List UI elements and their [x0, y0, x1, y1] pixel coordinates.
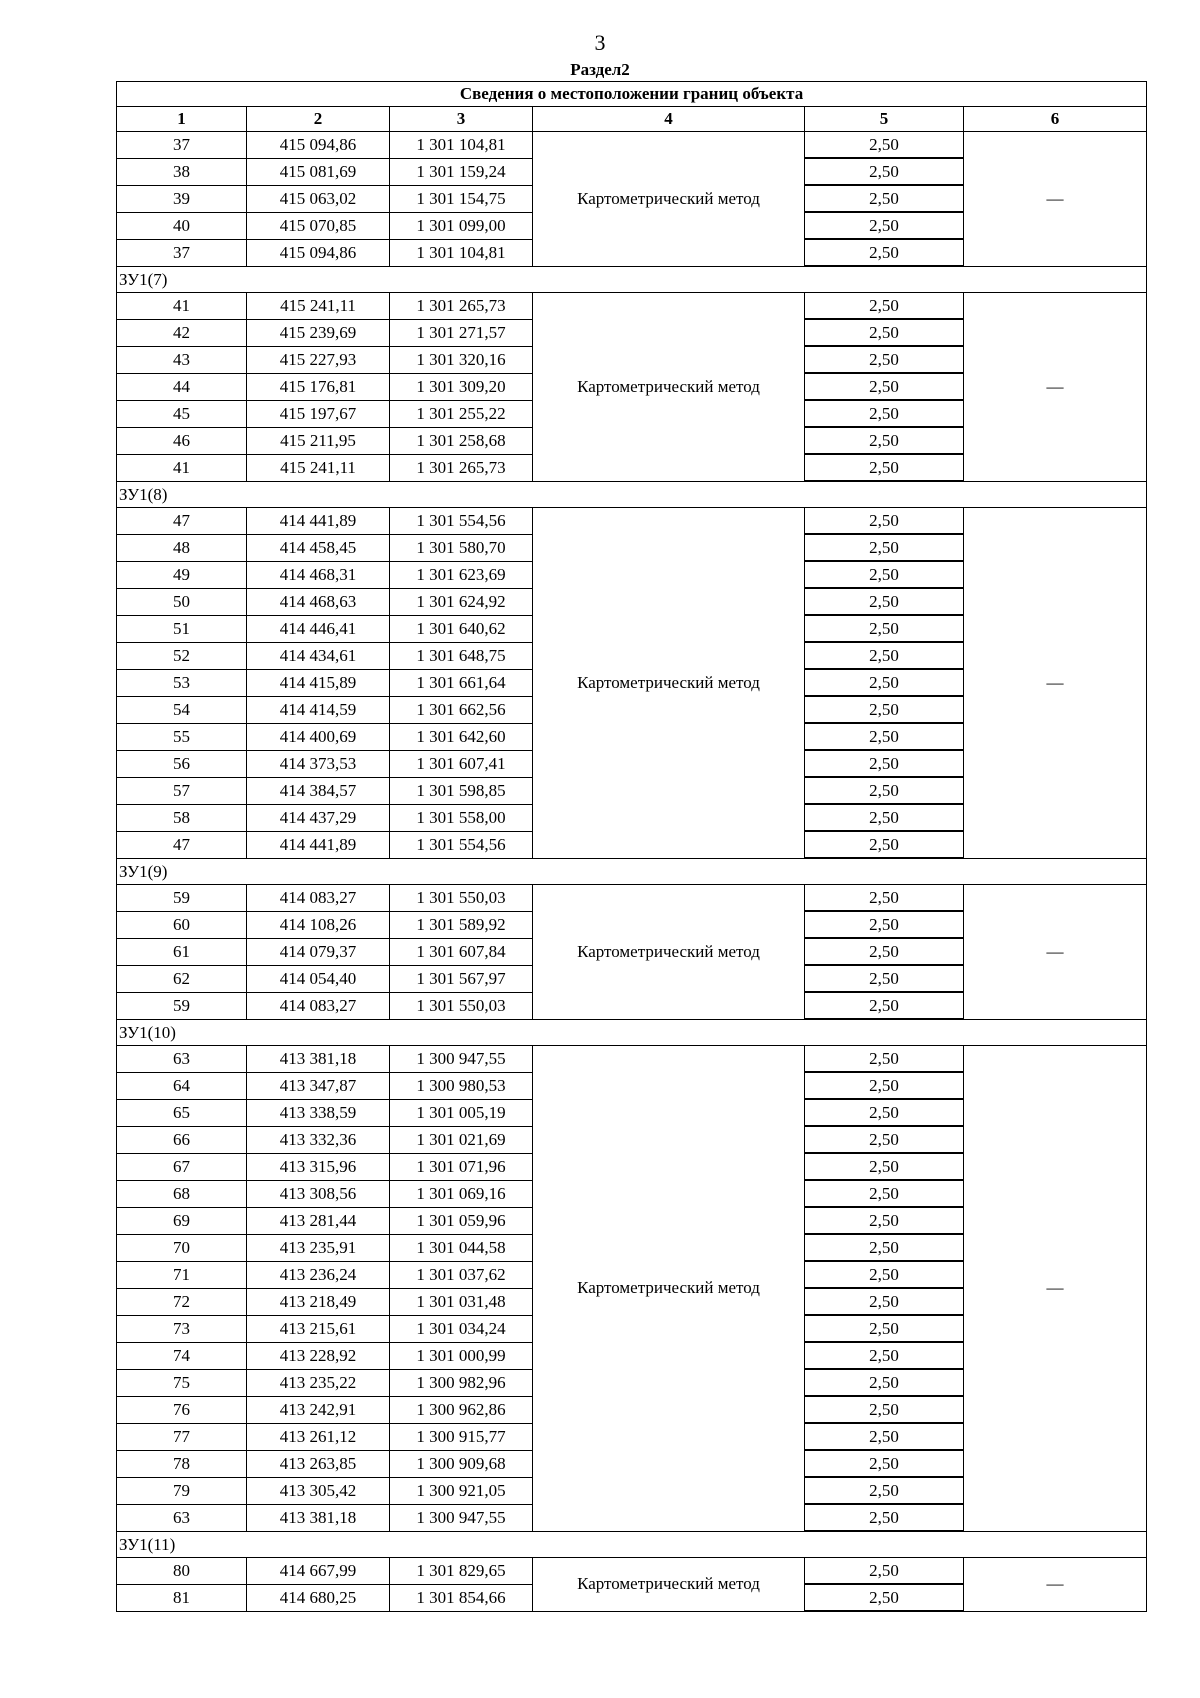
point-number-cell: 38 [117, 158, 247, 185]
group-label: ЗУ1(10) [117, 1019, 1147, 1046]
note-cell: — [964, 508, 1147, 859]
note-cell: — [964, 1558, 1147, 1612]
y-coordinate-cell: 1 301 159,24 [390, 158, 533, 185]
x-coordinate-cell: 415 197,67 [247, 400, 390, 427]
x-coordinate-cell: 413 332,36 [247, 1126, 390, 1153]
table-row [117, 293, 1147, 320]
x-coordinate-cell: 414 446,41 [247, 615, 390, 642]
y-coordinate-cell: 1 301 265,73 [390, 454, 533, 481]
point-number-cell: 75 [117, 1369, 247, 1396]
x-coordinate-cell: 413 242,91 [247, 1396, 390, 1423]
x-coordinate-cell: 415 063,02 [247, 185, 390, 212]
accuracy-cell: 2,50 [805, 885, 964, 912]
accuracy-cell: 2,50 [805, 723, 964, 750]
point-number-cell: 71 [117, 1261, 247, 1288]
accuracy-cell: 2,50 [805, 911, 964, 938]
method-cell: Картометрический метод [533, 885, 805, 1020]
y-coordinate-cell: 1 301 069,16 [390, 1180, 533, 1207]
point-number-cell: 66 [117, 1126, 247, 1153]
point-number-cell: 64 [117, 1072, 247, 1099]
point-number-cell: 73 [117, 1315, 247, 1342]
point-number-cell: 65 [117, 1099, 247, 1126]
accuracy-cell: 2,50 [805, 454, 964, 481]
y-coordinate-cell: 1 301 258,68 [390, 427, 533, 454]
table-row [117, 508, 1147, 535]
point-number-cell: 37 [117, 239, 247, 266]
y-coordinate-cell: 1 301 265,73 [390, 293, 533, 320]
accuracy-cell: 2,50 [805, 1234, 964, 1261]
point-number-cell: 39 [117, 185, 247, 212]
y-coordinate-cell: 1 301 640,62 [390, 615, 533, 642]
table-row [117, 1558, 1147, 1585]
x-coordinate-cell: 415 176,81 [247, 373, 390, 400]
accuracy-cell: 2,50 [805, 1207, 964, 1234]
point-number-cell: 57 [117, 777, 247, 804]
x-coordinate-cell: 413 235,22 [247, 1369, 390, 1396]
y-coordinate-cell: 1 301 000,99 [390, 1342, 533, 1369]
y-coordinate-cell: 1 300 980,53 [390, 1072, 533, 1099]
y-coordinate-cell: 1 301 044,58 [390, 1234, 533, 1261]
x-coordinate-cell: 414 434,61 [247, 642, 390, 669]
y-coordinate-cell: 1 301 558,00 [390, 804, 533, 831]
group-label-row [117, 1019, 1147, 1046]
accuracy-cell: 2,50 [805, 1369, 964, 1396]
accuracy-cell: 2,50 [805, 588, 964, 615]
point-number-cell: 41 [117, 454, 247, 481]
table-header [117, 82, 1147, 132]
accuracy-cell: 2,50 [805, 992, 964, 1019]
accuracy-cell: 2,50 [805, 158, 964, 185]
y-coordinate-cell: 1 300 921,05 [390, 1477, 533, 1504]
group-label: ЗУ1(7) [117, 266, 1147, 293]
column-number: 4 [533, 107, 805, 132]
point-number-cell: 56 [117, 750, 247, 777]
x-coordinate-cell: 414 667,99 [247, 1558, 390, 1585]
table-caption-row [117, 82, 1147, 107]
accuracy-cell: 2,50 [805, 1126, 964, 1153]
y-coordinate-cell: 1 300 947,55 [390, 1504, 533, 1531]
accuracy-cell: 2,50 [805, 427, 964, 454]
y-coordinate-cell: 1 301 567,97 [390, 965, 533, 992]
x-coordinate-cell: 414 468,63 [247, 588, 390, 615]
x-coordinate-cell: 415 227,93 [247, 346, 390, 373]
x-coordinate-cell: 414 680,25 [247, 1584, 390, 1611]
y-coordinate-cell: 1 301 607,84 [390, 938, 533, 965]
method-cell: Картометрический метод [533, 508, 805, 859]
accuracy-cell: 2,50 [805, 508, 964, 535]
accuracy-cell: 2,50 [805, 373, 964, 400]
x-coordinate-cell: 414 054,40 [247, 965, 390, 992]
table-caption: Сведения о местоположении границ объекта [117, 82, 1147, 107]
point-number-cell: 47 [117, 508, 247, 535]
y-coordinate-cell: 1 301 661,64 [390, 669, 533, 696]
accuracy-cell: 2,50 [805, 1396, 964, 1423]
y-coordinate-cell: 1 301 580,70 [390, 534, 533, 561]
column-number: 3 [390, 107, 533, 132]
accuracy-cell: 2,50 [805, 1477, 964, 1504]
y-coordinate-cell: 1 300 962,86 [390, 1396, 533, 1423]
x-coordinate-cell: 414 083,27 [247, 992, 390, 1019]
y-coordinate-cell: 1 301 623,69 [390, 561, 533, 588]
accuracy-cell: 2,50 [805, 1180, 964, 1207]
column-number: 5 [805, 107, 964, 132]
accuracy-cell: 2,50 [805, 1423, 964, 1450]
x-coordinate-cell: 413 218,49 [247, 1288, 390, 1315]
accuracy-cell: 2,50 [805, 132, 964, 159]
table-row [117, 1046, 1147, 1073]
x-coordinate-cell: 413 381,18 [247, 1046, 390, 1073]
accuracy-cell: 2,50 [805, 1288, 964, 1315]
x-coordinate-cell: 413 315,96 [247, 1153, 390, 1180]
y-coordinate-cell: 1 301 624,92 [390, 588, 533, 615]
accuracy-cell: 2,50 [805, 642, 964, 669]
accuracy-cell: 2,50 [805, 804, 964, 831]
x-coordinate-cell: 413 338,59 [247, 1099, 390, 1126]
y-coordinate-cell: 1 300 915,77 [390, 1423, 533, 1450]
boundary-coordinates-table [116, 81, 1147, 1612]
group-label: ЗУ1(8) [117, 481, 1147, 508]
x-coordinate-cell: 415 211,95 [247, 427, 390, 454]
accuracy-cell: 2,50 [805, 212, 964, 239]
y-coordinate-cell: 1 301 554,56 [390, 508, 533, 535]
point-number-cell: 79 [117, 1477, 247, 1504]
point-number-cell: 47 [117, 831, 247, 858]
accuracy-cell: 2,50 [805, 615, 964, 642]
accuracy-cell: 2,50 [805, 319, 964, 346]
point-number-cell: 37 [117, 132, 247, 159]
point-number-cell: 76 [117, 1396, 247, 1423]
point-number-cell: 61 [117, 938, 247, 965]
y-coordinate-cell: 1 301 598,85 [390, 777, 533, 804]
note-cell: — [964, 1046, 1147, 1532]
y-coordinate-cell: 1 301 099,00 [390, 212, 533, 239]
accuracy-cell: 2,50 [805, 185, 964, 212]
x-coordinate-cell: 414 441,89 [247, 508, 390, 535]
table-row [117, 132, 1147, 159]
y-coordinate-cell: 1 301 829,65 [390, 1558, 533, 1585]
method-cell: Картометрический метод [533, 1046, 805, 1532]
group-label: ЗУ1(9) [117, 858, 1147, 885]
point-number-cell: 72 [117, 1288, 247, 1315]
y-coordinate-cell: 1 300 947,55 [390, 1046, 533, 1073]
point-number-cell: 70 [117, 1234, 247, 1261]
accuracy-cell: 2,50 [805, 1584, 964, 1611]
accuracy-cell: 2,50 [805, 669, 964, 696]
point-number-cell: 52 [117, 642, 247, 669]
accuracy-cell: 2,50 [805, 534, 964, 561]
x-coordinate-cell: 414 400,69 [247, 723, 390, 750]
x-coordinate-cell: 414 384,57 [247, 777, 390, 804]
y-coordinate-cell: 1 301 662,56 [390, 696, 533, 723]
point-number-cell: 59 [117, 992, 247, 1019]
point-number-cell: 51 [117, 615, 247, 642]
y-coordinate-cell: 1 301 021,69 [390, 1126, 533, 1153]
y-coordinate-cell: 1 301 854,66 [390, 1584, 533, 1611]
x-coordinate-cell: 413 305,42 [247, 1477, 390, 1504]
accuracy-cell: 2,50 [805, 938, 964, 965]
accuracy-cell: 2,50 [805, 696, 964, 723]
y-coordinate-cell: 1 301 037,62 [390, 1261, 533, 1288]
note-cell: — [964, 132, 1147, 267]
accuracy-cell: 2,50 [805, 1099, 964, 1126]
point-number-cell: 59 [117, 885, 247, 912]
accuracy-cell: 2,50 [805, 1558, 964, 1585]
note-cell: — [964, 293, 1147, 482]
table-body [117, 132, 1147, 1612]
y-coordinate-cell: 1 301 104,81 [390, 239, 533, 266]
point-number-cell: 69 [117, 1207, 247, 1234]
accuracy-cell: 2,50 [805, 1261, 964, 1288]
y-coordinate-cell: 1 301 589,92 [390, 911, 533, 938]
point-number-cell: 58 [117, 804, 247, 831]
accuracy-cell: 2,50 [805, 1504, 964, 1531]
accuracy-cell: 2,50 [805, 561, 964, 588]
point-number-cell: 49 [117, 561, 247, 588]
point-number-cell: 63 [117, 1504, 247, 1531]
y-coordinate-cell: 1 301 320,16 [390, 346, 533, 373]
column-number: 2 [247, 107, 390, 132]
point-number-cell: 63 [117, 1046, 247, 1073]
column-number: 6 [964, 107, 1147, 132]
accuracy-cell: 2,50 [805, 750, 964, 777]
method-cell: Картометрический метод [533, 132, 805, 267]
group-label-row [117, 858, 1147, 885]
accuracy-cell: 2,50 [805, 400, 964, 427]
y-coordinate-cell: 1 301 648,75 [390, 642, 533, 669]
y-coordinate-cell: 1 301 154,75 [390, 185, 533, 212]
point-number-cell: 46 [117, 427, 247, 454]
y-coordinate-cell: 1 301 255,22 [390, 400, 533, 427]
y-coordinate-cell: 1 301 607,41 [390, 750, 533, 777]
x-coordinate-cell: 414 441,89 [247, 831, 390, 858]
y-coordinate-cell: 1 301 309,20 [390, 373, 533, 400]
point-number-cell: 40 [117, 212, 247, 239]
x-coordinate-cell: 413 261,12 [247, 1423, 390, 1450]
y-coordinate-cell: 1 301 034,24 [390, 1315, 533, 1342]
y-coordinate-cell: 1 300 909,68 [390, 1450, 533, 1477]
point-number-cell: 54 [117, 696, 247, 723]
point-number-cell: 43 [117, 346, 247, 373]
x-coordinate-cell: 414 437,29 [247, 804, 390, 831]
point-number-cell: 68 [117, 1180, 247, 1207]
y-coordinate-cell: 1 301 642,60 [390, 723, 533, 750]
x-coordinate-cell: 415 081,69 [247, 158, 390, 185]
point-number-cell: 74 [117, 1342, 247, 1369]
point-number-cell: 45 [117, 400, 247, 427]
accuracy-cell: 2,50 [805, 1072, 964, 1099]
page-number: 3 [594, 30, 606, 55]
x-coordinate-cell: 413 281,44 [247, 1207, 390, 1234]
accuracy-cell: 2,50 [805, 965, 964, 992]
accuracy-cell: 2,50 [805, 1342, 964, 1369]
y-coordinate-cell: 1 301 271,57 [390, 319, 533, 346]
point-number-cell: 42 [117, 319, 247, 346]
x-coordinate-cell: 413 235,91 [247, 1234, 390, 1261]
accuracy-cell: 2,50 [805, 777, 964, 804]
accuracy-cell: 2,50 [805, 346, 964, 373]
accuracy-cell: 2,50 [805, 239, 964, 266]
point-number-cell: 50 [117, 588, 247, 615]
y-coordinate-cell: 1 301 071,96 [390, 1153, 533, 1180]
point-number-cell: 80 [117, 1558, 247, 1585]
y-coordinate-cell: 1 301 550,03 [390, 992, 533, 1019]
x-coordinate-cell: 415 070,85 [247, 212, 390, 239]
point-number-cell: 60 [117, 911, 247, 938]
point-number-cell: 48 [117, 534, 247, 561]
x-coordinate-cell: 415 094,86 [247, 239, 390, 266]
x-coordinate-cell: 415 239,69 [247, 319, 390, 346]
column-number-row [117, 107, 1147, 132]
x-coordinate-cell: 415 094,86 [247, 132, 390, 159]
note-cell: — [964, 885, 1147, 1020]
accuracy-cell: 2,50 [805, 831, 964, 858]
x-coordinate-cell: 413 263,85 [247, 1450, 390, 1477]
group-label-row [117, 266, 1147, 293]
point-number-cell: 41 [117, 293, 247, 320]
point-number-cell: 78 [117, 1450, 247, 1477]
x-coordinate-cell: 414 414,59 [247, 696, 390, 723]
section-title: Раздел2 [570, 60, 630, 79]
x-coordinate-cell: 413 308,56 [247, 1180, 390, 1207]
y-coordinate-cell: 1 301 005,19 [390, 1099, 533, 1126]
table-row [117, 885, 1147, 912]
accuracy-cell: 2,50 [805, 1315, 964, 1342]
y-coordinate-cell: 1 301 104,81 [390, 132, 533, 159]
accuracy-cell: 2,50 [805, 1153, 964, 1180]
x-coordinate-cell: 413 215,61 [247, 1315, 390, 1342]
x-coordinate-cell: 413 236,24 [247, 1261, 390, 1288]
x-coordinate-cell: 414 083,27 [247, 885, 390, 912]
x-coordinate-cell: 413 381,18 [247, 1504, 390, 1531]
point-number-cell: 77 [117, 1423, 247, 1450]
method-cell: Картометрический метод [533, 293, 805, 482]
x-coordinate-cell: 414 373,53 [247, 750, 390, 777]
y-coordinate-cell: 1 301 554,56 [390, 831, 533, 858]
x-coordinate-cell: 414 108,26 [247, 911, 390, 938]
method-cell: Картометрический метод [533, 1558, 805, 1612]
x-coordinate-cell: 415 241,11 [247, 293, 390, 320]
x-coordinate-cell: 413 347,87 [247, 1072, 390, 1099]
y-coordinate-cell: 1 301 059,96 [390, 1207, 533, 1234]
point-number-cell: 44 [117, 373, 247, 400]
point-number-cell: 81 [117, 1584, 247, 1611]
y-coordinate-cell: 1 300 982,96 [390, 1369, 533, 1396]
group-label: ЗУ1(11) [117, 1531, 1147, 1558]
point-number-cell: 67 [117, 1153, 247, 1180]
point-number-cell: 55 [117, 723, 247, 750]
group-label-row [117, 1531, 1147, 1558]
x-coordinate-cell: 414 415,89 [247, 669, 390, 696]
accuracy-cell: 2,50 [805, 1450, 964, 1477]
y-coordinate-cell: 1 301 031,48 [390, 1288, 533, 1315]
point-number-cell: 62 [117, 965, 247, 992]
point-number-cell: 53 [117, 669, 247, 696]
x-coordinate-cell: 414 079,37 [247, 938, 390, 965]
y-coordinate-cell: 1 301 550,03 [390, 885, 533, 912]
group-label-row [117, 481, 1147, 508]
accuracy-cell: 2,50 [805, 293, 964, 320]
x-coordinate-cell: 413 228,92 [247, 1342, 390, 1369]
column-number: 1 [117, 107, 247, 132]
x-coordinate-cell: 414 458,45 [247, 534, 390, 561]
accuracy-cell: 2,50 [805, 1046, 964, 1073]
x-coordinate-cell: 414 468,31 [247, 561, 390, 588]
x-coordinate-cell: 415 241,11 [247, 454, 390, 481]
